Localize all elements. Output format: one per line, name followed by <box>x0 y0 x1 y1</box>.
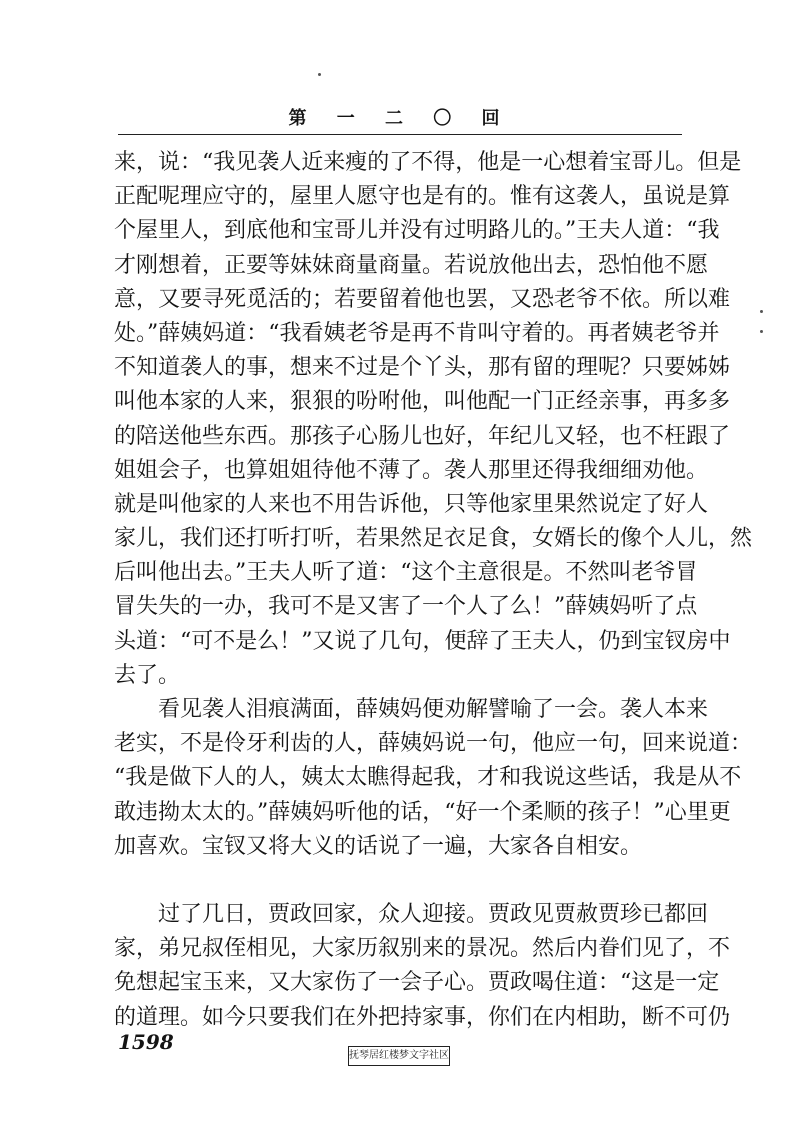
text-line: 个屋里人，到底他和宝哥儿并没有过明路儿的。”王夫人道：“我 <box>114 218 720 244</box>
watermark-stamp: 抚琴居红楼梦文字社区 <box>348 1046 450 1066</box>
scan-speck <box>318 73 321 76</box>
text-line: 加喜欢。宝钗又将大义的话说了一遍，大家各自相安。 <box>114 833 643 859</box>
page-number: 1598 <box>118 1030 174 1054</box>
section-gap <box>114 864 684 898</box>
text-line: 头道：“可不是么！”又说了几句，便辞了王夫人，仍到宝钗房中 <box>114 628 731 654</box>
text-line: 就是叫他家的人来也不用告诉他，只等他家里果然说定了好人 <box>114 491 709 517</box>
body-text <box>114 146 753 1035</box>
text-line: 不知道袭人的事，想来不过是个丫头，那有留的理呢？只要姊姊 <box>114 355 731 381</box>
text-line: 家，弟兄叔侄相见，大家历叙别来的景况。然后内眷们见了，不 <box>114 936 731 962</box>
text-line: 姐姐会子，也算姐姐待他不薄了。袭人那里还得我细细劝他。 <box>114 457 709 483</box>
scan-speck <box>760 330 763 333</box>
text-line: 正配呢理应守的，屋里人愿守也是有的。惟有这袭人，虽说是算 <box>114 184 731 210</box>
scan-speck <box>760 310 763 313</box>
text-line: 才刚想着，正要等妹妹商量商量。若说放他出去，恐怕他不愿 <box>114 252 709 278</box>
text-line: 家儿，我们还打听打听，若果然足衣足食，女婿长的像个人儿，然 <box>114 526 753 552</box>
text-line: 过了几日，贾政回家，众人迎接。贾政见贾赦贾珍已都回 <box>114 901 709 927</box>
paragraph-3 <box>114 898 731 1035</box>
text-line: 的道理。如今只要我们在外把持家事，你们在内相助，断不可仍 <box>114 1004 731 1030</box>
text-line: “我是做下人的人，姨太太瞧得起我，才和我说这些话，我是从不 <box>114 765 742 791</box>
text-line: 的陪送他些东西。那孩子心肠儿也好，年纪儿又轻，也不枉跟了 <box>114 423 731 449</box>
header-rule <box>118 134 682 135</box>
text-line: 来，说：“我见袭人近来瘦的了不得，他是一心想着宝哥儿。但是 <box>114 150 742 175</box>
text-line: 冒失失的一办，我可不是又害了一个人了么！”薛姨妈听了点 <box>114 594 698 620</box>
text-line: 老实，不是伶牙利齿的人，薛姨妈说一句，他应一句，回来说道： <box>114 731 753 757</box>
paragraph-2 <box>114 693 753 864</box>
chapter-title: 第 一 二 〇 回 <box>288 108 512 129</box>
text-line: 敢违拗太太的。”薛姨妈听他的话，“好一个柔顺的孩子！”心里更 <box>114 799 731 825</box>
text-line: 免想起宝玉来，又大家伤了一会子心。贾政喝住道：“这是一定 <box>114 970 720 996</box>
text-line: 去了。 <box>114 662 181 688</box>
text-line: 意，又要寻死觅活的；若要留着他也罢，又恐老爷不依。所以难 <box>114 286 731 312</box>
text-line: 看见袭人泪痕满面，薛姨妈便劝解譬喻了一会。袭人本来 <box>114 697 709 722</box>
text-line: 后叫他出去。”王夫人听了道：“这个主意很是。不然叫老爷冒 <box>114 560 698 586</box>
text-line: 叫他本家的人来，狠狠的吩咐他，叫他配一门正经亲事，再多多 <box>114 389 731 415</box>
paragraph-1 <box>114 146 753 693</box>
text-line: 处。”薛姨妈道：“我看姨老爷是再不肯叫守着的。再者姨老爷并 <box>114 320 720 346</box>
